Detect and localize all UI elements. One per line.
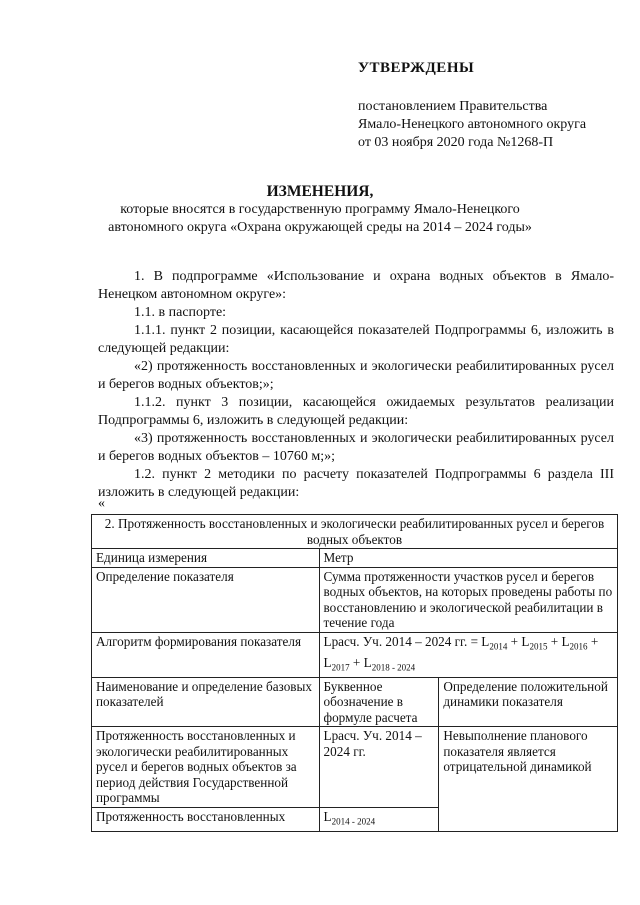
subtitle-line-2: автономного округа «Охрана окружающей среды на 2014 – 2024 годы» <box>108 220 532 235</box>
resolution-line-1: постановлением Правительства <box>358 99 548 114</box>
quote-1-1-2: «3) протяженность восстановленных и экологически реабилитированных русел и берегов водных объектов – 10760 м;»; <box>98 431 614 464</box>
resolution-line-3: от 03 ноября 2020 года №1268-П <box>358 135 554 150</box>
formula-sub-2: 2015 <box>529 641 548 652</box>
formula-sub-4: 2017 <box>331 662 350 673</box>
table-row <box>92 567 618 632</box>
table-row <box>92 549 618 568</box>
formula-plus-4: + L <box>349 654 372 670</box>
unit-label-cell: Единица измерения <box>92 549 320 568</box>
definition-label-cell: Определение показателя <box>92 567 320 632</box>
table-row <box>92 632 618 677</box>
formula-sub-5: 2018 - 2024 <box>371 662 416 673</box>
definition-value-cell: Сумма протяженности участков русел и берегов водных объектов, на которых проведены работы по восстановлению и экологической реабилитации в течение года <box>319 567 617 632</box>
row1-dynamics-cell: Невыполнение планового показателя является отрицательной динамикой <box>439 727 618 832</box>
row1-symbol-cell: Lрасч. Уч. 2014 – 2024 гг. <box>319 727 439 808</box>
table-row <box>92 677 618 727</box>
formula-lhs: Lрасч. Уч. 2014 – 2024 гг. = L <box>323 633 490 649</box>
row2-name-cell: Протяженность восстановленных <box>92 807 320 831</box>
formula-plus-1: + L <box>507 633 530 649</box>
formula-sub-1: 2014 <box>489 641 508 652</box>
base-label-cell: Наименование и определение базовых показателей <box>92 677 320 727</box>
dynamics-label-cell: Определение положительной динамики показателя <box>439 677 618 727</box>
paragraph-1: 1. В подпрограмме «Использование и охрана водных объектов в Ямало-Ненецком автономном округе»: <box>98 269 614 302</box>
formula-sub-3: 2016 <box>569 641 588 652</box>
table-row <box>92 515 618 549</box>
resolution-line-2: Ямало-Ненецкого автономного округа <box>358 117 587 132</box>
indicator-table <box>91 514 618 832</box>
table-header-cell: 2. Протяженность восстановленных и экологически реабилитированных русел и берегов водных объектов <box>92 515 618 549</box>
paragraph-1-1-1: 1.1.1. пункт 2 позиции, касающейся показателей Подпрограммы 6, изложить в следующей редакции: <box>98 323 614 356</box>
algorithm-formula-cell <box>319 632 617 677</box>
table-row <box>92 727 618 808</box>
unit-value-cell: Метр <box>319 549 617 568</box>
paragraph-1-1: 1.1. в паспорте: <box>134 305 227 320</box>
symbol-label-cell: Буквенное обозначение в формуле расчета <box>319 677 439 727</box>
algorithm-label-cell: Алгоритм формирования показателя <box>92 632 320 677</box>
opening-quote-mark: « <box>98 496 105 511</box>
row1-name-cell: Протяженность восстановленных и экологически реабилитированных русел и берегов водных объектов за период действия Государственной программы <box>92 727 320 808</box>
paragraph-1-1-2: 1.1.2. пункт 3 позиции, касающейся ожидаемых результатов реализации Подпрограммы 6, изложить в следующей редакции: <box>98 395 614 428</box>
row2-symbol-base: L <box>323 808 332 824</box>
row2-symbol-sub: 2014 - 2024 <box>331 816 376 827</box>
row2-symbol-cell <box>319 807 439 831</box>
subtitle-line-1: которые вносятся в государственную программу Ямало-Ненецкого <box>120 202 520 217</box>
paragraph-1-2: 1.2. пункт 2 методики по расчету показателей Подпрограммы 6 раздела III изложить в следующей редакции: <box>98 467 614 500</box>
formula-plus-3: + L <box>323 633 599 670</box>
approved-heading: УТВЕРЖДЕНЫ <box>358 60 475 76</box>
formula-plus-2: + L <box>547 633 570 649</box>
document-title: ИЗМЕНЕНИЯ, <box>266 183 374 200</box>
quote-1-1-1: «2) протяженность восстановленных и экологически реабилитированных русел и берегов водных объектов;»; <box>98 359 614 392</box>
